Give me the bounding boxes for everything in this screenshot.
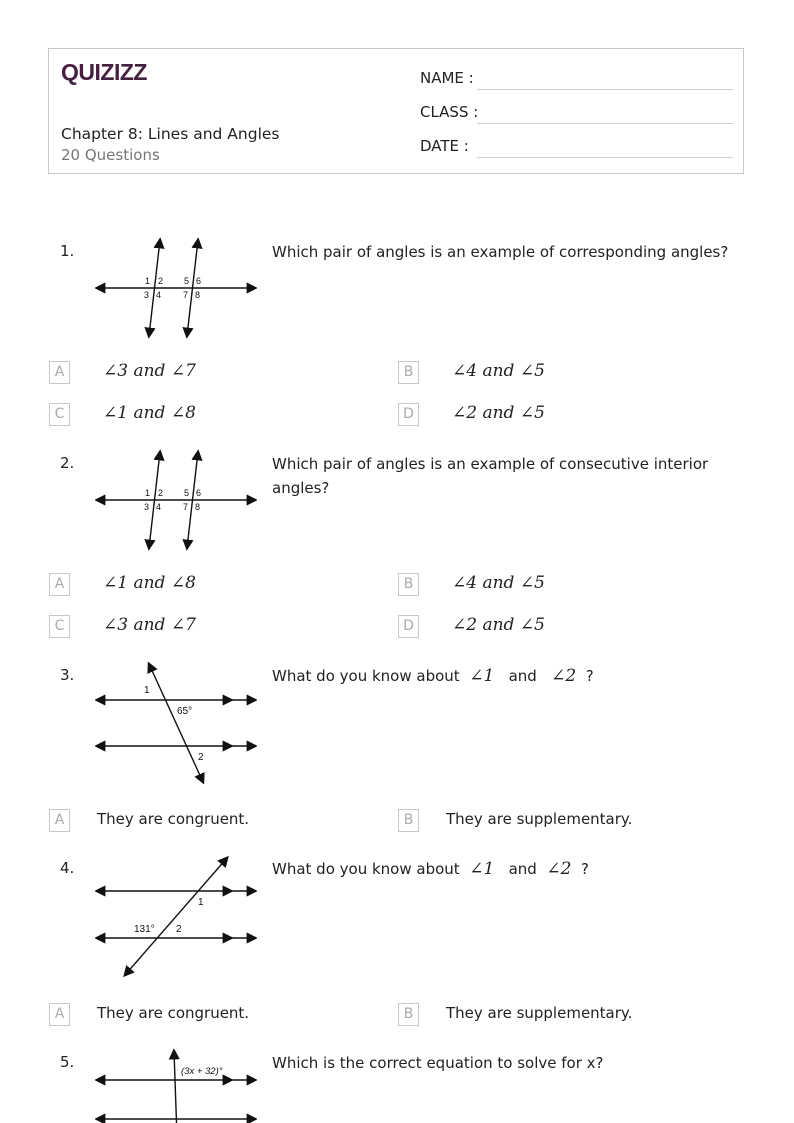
option-b-box[interactable]: B — [398, 809, 419, 832]
option-b-text: ∠4 and ∠5 — [452, 573, 545, 593]
angle-label: 7 — [183, 502, 189, 512]
worksheet-title: Chapter 8: Lines and Angles — [61, 125, 280, 143]
transversal-figure — [95, 660, 257, 784]
angle-symbol: ∠2 — [546, 859, 572, 879]
angle-label: 4 — [156, 290, 162, 300]
name-label: NAME : — [420, 69, 474, 87]
angle-label: 7 — [183, 290, 189, 300]
question-text-part: ? — [580, 860, 589, 878]
option-a-box[interactable]: A — [49, 809, 70, 832]
date-line — [477, 157, 733, 158]
question-text: Which pair of angles is an example of consecutive interior angles? — [272, 455, 709, 497]
parallel-lines-figure — [95, 448, 257, 552]
question-number: 2. — [60, 454, 75, 472]
angle-symbol: ∠1 — [469, 859, 495, 879]
angle-label: 1 — [198, 897, 204, 908]
angle-label: 131° — [134, 924, 155, 935]
question-text-part: What do you know about — [272, 667, 460, 685]
name-line — [477, 89, 733, 90]
question-count: 20 Questions — [61, 146, 160, 164]
angle-label: 2 — [176, 924, 182, 935]
worksheet-header — [48, 48, 744, 174]
class-line — [477, 123, 733, 124]
option-a-text: ∠3 and ∠7 — [103, 361, 196, 381]
question-number: 3. — [60, 666, 75, 684]
option-a-text: ∠1 and ∠8 — [103, 573, 196, 593]
option-b-text: ∠4 and ∠5 — [452, 361, 545, 381]
angle-label: 2 — [198, 752, 204, 763]
transversal-figure — [95, 853, 257, 979]
option-a-text: They are congruent. — [97, 810, 250, 828]
angle-label: 5 — [184, 488, 190, 498]
angle-label: 2 — [158, 276, 164, 286]
option-c-box[interactable]: C — [49, 403, 70, 426]
angle-label: (3x + 32)° — [181, 1066, 223, 1077]
question-number: 1. — [60, 242, 75, 260]
question-text: Which is the correct equation to solve for x? — [272, 1054, 604, 1072]
option-a-box[interactable]: A — [49, 573, 70, 596]
question-text-part: and — [508, 860, 537, 878]
parallel-lines-figure — [95, 236, 257, 340]
question-text — [272, 857, 732, 881]
angle-label: 6 — [196, 488, 202, 498]
option-a-box[interactable]: A — [49, 361, 70, 384]
question-text-part: ? — [585, 667, 594, 685]
question-number: 5. — [60, 1053, 75, 1071]
option-b-text: They are supplementary. — [446, 1004, 633, 1022]
option-d-box[interactable]: D — [398, 615, 419, 638]
option-b-box[interactable]: B — [398, 1003, 419, 1026]
angle-label: 8 — [195, 290, 201, 300]
question-text-part: and — [508, 667, 537, 685]
angle-label: 6 — [196, 276, 202, 286]
option-a-text: They are congruent. — [97, 1004, 250, 1022]
question-number: 4. — [60, 859, 75, 877]
transversal-figure — [95, 1047, 257, 1123]
option-b-box[interactable]: B — [398, 361, 419, 384]
option-c-text: ∠3 and ∠7 — [103, 615, 196, 635]
angle-label: 4 — [156, 502, 162, 512]
angle-label: 1 — [145, 276, 151, 286]
question-text: Which pair of angles is an example of corresponding angles? — [272, 243, 729, 261]
option-d-text: ∠2 and ∠5 — [452, 403, 545, 423]
option-d-box[interactable]: D — [398, 403, 419, 426]
option-d-text: ∠2 and ∠5 — [452, 615, 545, 635]
option-c-text: ∠1 and ∠8 — [103, 403, 196, 423]
angle-label: 65° — [177, 706, 193, 717]
angle-symbol: ∠1 — [469, 666, 495, 686]
question-text — [272, 664, 732, 688]
date-label: DATE : — [420, 137, 469, 155]
option-c-box[interactable]: C — [49, 615, 70, 638]
angle-label: 3 — [144, 502, 150, 512]
option-a-box[interactable]: A — [49, 1003, 70, 1026]
quizizz-logo: QUIZIZZ — [61, 59, 147, 85]
angle-label: 8 — [195, 502, 201, 512]
class-label: CLASS : — [420, 103, 479, 121]
question-text-part: What do you know about — [272, 860, 460, 878]
option-b-box[interactable]: B — [398, 573, 419, 596]
angle-label: 5 — [184, 276, 190, 286]
angle-label: 1 — [145, 488, 151, 498]
angle-label: 3 — [144, 290, 150, 300]
angle-symbol: ∠2 — [551, 666, 577, 686]
option-b-text: They are supplementary. — [446, 810, 633, 828]
angle-label: 2 — [158, 488, 164, 498]
angle-label: 1 — [144, 685, 150, 696]
